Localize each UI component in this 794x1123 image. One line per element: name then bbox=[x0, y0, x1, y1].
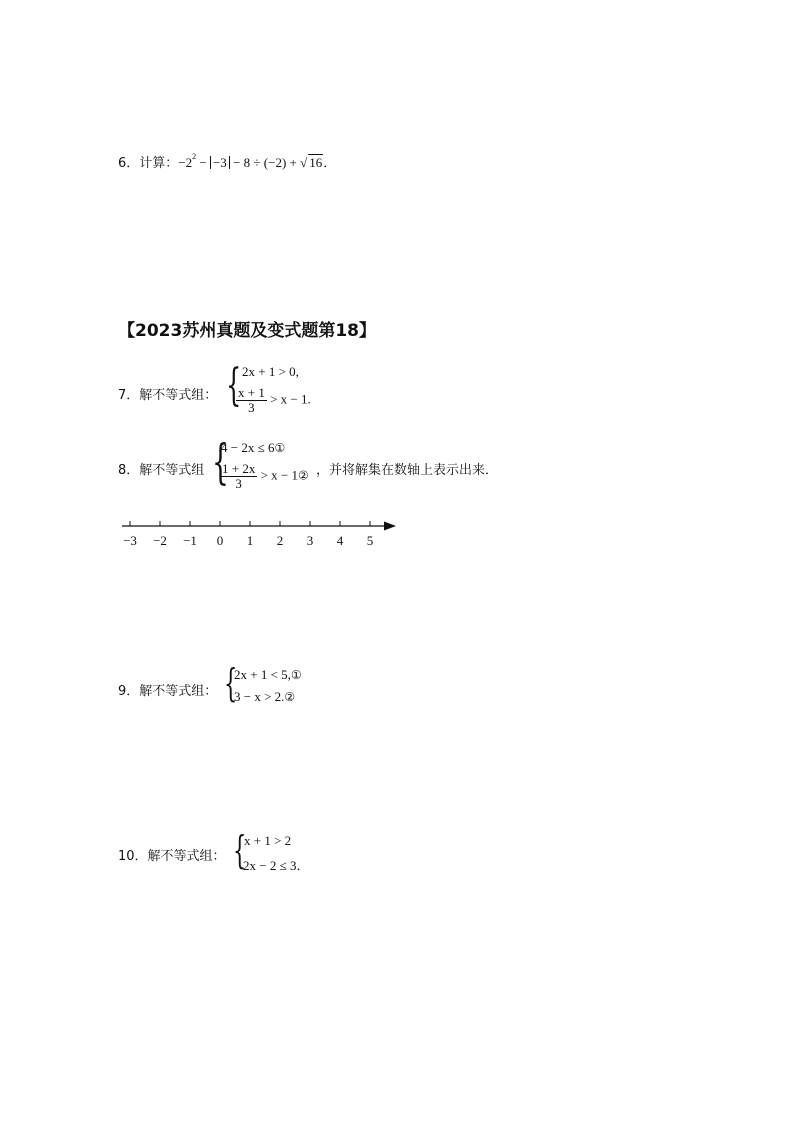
problem-9-line1: 2x + 1 < 5,① bbox=[234, 667, 302, 682]
problem-6-label: 6．计算： bbox=[118, 156, 179, 171]
section-heading: 【2023苏州真题及变式题第18】 bbox=[118, 321, 376, 341]
problem-7-line2: $\frac{x + 1}{3}$ > x − 1. bbox=[238, 385, 311, 415]
number-line-label: 5 bbox=[366, 533, 374, 548]
square-root: 16 bbox=[309, 155, 323, 170]
number-line bbox=[118, 514, 408, 554]
problem-9-line2: 3 − x > 2.② bbox=[234, 689, 296, 704]
problem-8-line2: $\frac{1 + 2x}{3}$ > x − 1② bbox=[222, 461, 309, 491]
brace-icon: { bbox=[226, 360, 242, 411]
problem-7-line1: 2x + 1 > 0, bbox=[242, 364, 299, 379]
brace-icon: { bbox=[233, 828, 247, 872]
problem-6 bbox=[118, 152, 336, 171]
problem-9-label: 9．解不等式组： bbox=[118, 684, 218, 699]
problem-10-line1: x + 1 > 2 bbox=[244, 833, 292, 848]
arrow-icon bbox=[384, 522, 396, 531]
number-line-label: 2 bbox=[276, 533, 284, 548]
problem-6-expression: $-2^2 - -3 - 8 \div (-2)$ + √ 16． bbox=[178, 151, 337, 170]
number-line-label: 0 bbox=[216, 533, 224, 548]
number-line-label: −2 bbox=[153, 533, 167, 548]
number-line-label: 3 bbox=[306, 533, 314, 548]
number-line-label: −1 bbox=[183, 533, 197, 548]
brace-icon: { bbox=[224, 661, 238, 705]
problem-8-line1: 4 − 2x ≤ 6① bbox=[221, 440, 286, 455]
problem-8-tail: ，并将解集在数轴上表示出来． bbox=[316, 463, 499, 478]
number-line-label: 1 bbox=[246, 533, 254, 548]
absolute-value: −3 bbox=[210, 156, 230, 169]
problem-10-line2: 2x − 2 ≤ 3． bbox=[243, 858, 310, 873]
number-line-label: 4 bbox=[336, 533, 344, 548]
number-line-label: −3 bbox=[123, 533, 137, 548]
problem-8-label: 8．解不等式组 bbox=[118, 463, 205, 478]
problem-7-label: 7．解不等式组： bbox=[118, 388, 218, 403]
brace-icon: { bbox=[212, 434, 229, 490]
problem-10-label: 10．解不等式组： bbox=[118, 849, 226, 864]
